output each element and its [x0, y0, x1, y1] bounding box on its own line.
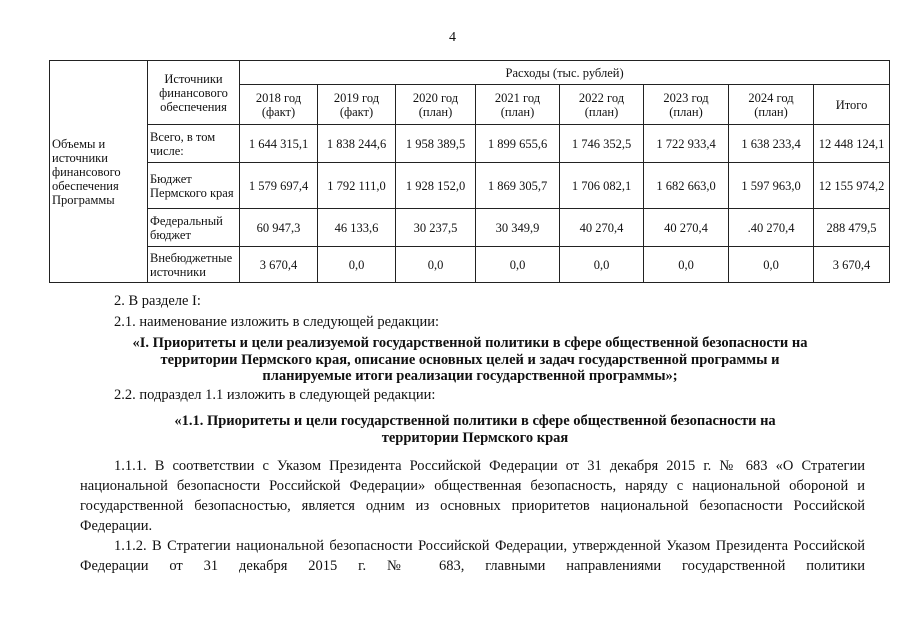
- source-header: Источники финансового обеспечения: [148, 61, 240, 125]
- table-cell: 12 155 974,2: [814, 163, 890, 209]
- section-i-heading: «I. Приоритеты и цели реализуемой государственной политики в сфере общественной безопасности на территории Пермского края, описание основных целей и задач государственной программы и планируемые итоги реализации государственной программы»;: [132, 335, 808, 384]
- table-cell: 0,0: [560, 247, 644, 283]
- table-cell: 60 947,3: [240, 209, 318, 247]
- table-cell: 1 792 111,0: [318, 163, 396, 209]
- table-cell: 0,0: [729, 247, 814, 283]
- table-cell: 30 237,5: [396, 209, 476, 247]
- year-header: 2021 год (план): [476, 85, 560, 125]
- section-intro: 2. В разделе I:: [114, 293, 201, 309]
- table-cell: 1 682 663,0: [644, 163, 729, 209]
- source-label: Бюджет Пермского края: [148, 163, 240, 209]
- instruction-2-2: 2.2. подраздел 1.1 изложить в следующей редакции:: [114, 387, 436, 403]
- year-header: 2019 год (факт): [318, 85, 396, 125]
- table-cell: 0,0: [318, 247, 396, 283]
- year-header: 2020 год (план): [396, 85, 476, 125]
- table-cell: 1 746 352,5: [560, 125, 644, 163]
- table-cell: 3 670,4: [814, 247, 890, 283]
- table-cell: 1 579 697,4: [240, 163, 318, 209]
- expenses-header: Расходы (тыс. рублей): [240, 61, 890, 85]
- program-funding-label: Объемы и источники финансового обеспечения Программы: [50, 61, 148, 283]
- table-row: [50, 209, 890, 247]
- table-cell: 288 479,5: [814, 209, 890, 247]
- table-cell: 1 722 933,4: [644, 125, 729, 163]
- paragraph-1-1-2: 1.1.2. В Стратегии национальной безопасности Российской Федерации, утвержденной Указом Президента Российской Федерации от 31 декабря 2015 г. № 683, главными направлениями государственной политики: [80, 538, 865, 574]
- source-label: Федеральный бюджет: [148, 209, 240, 247]
- table-row: [50, 247, 890, 283]
- table-cell: 1 706 082,1: [560, 163, 644, 209]
- year-header: 2023 год (план): [644, 85, 729, 125]
- table-cell: .40 270,4: [729, 209, 814, 247]
- table-cell: 1 958 389,5: [396, 125, 476, 163]
- year-header: 2024 год (план): [729, 85, 814, 125]
- instruction-2-1: 2.1. наименование изложить в следующей редакции:: [114, 314, 440, 330]
- table-row: [50, 125, 890, 163]
- table-cell: 0,0: [644, 247, 729, 283]
- table-cell: 40 270,4: [644, 209, 729, 247]
- table-row: [50, 163, 890, 209]
- table-cell: 0,0: [396, 247, 476, 283]
- table-cell: 1 838 244,6: [318, 125, 396, 163]
- table-cell: 0,0: [476, 247, 560, 283]
- financing-table: [49, 60, 890, 283]
- page-number: 4: [449, 30, 456, 45]
- table-cell: 30 349,9: [476, 209, 560, 247]
- table-cell: 12 448 124,1: [814, 125, 890, 163]
- table-cell: 1 869 305,7: [476, 163, 560, 209]
- table-cell: 3 670,4: [240, 247, 318, 283]
- subsection-1-1-heading: «1.1. Приоритеты и цели государственной политики в сфере общественной безопасности на территории Пермского края: [174, 413, 776, 446]
- table-cell: 1 644 315,1: [240, 125, 318, 163]
- table-cell: 40 270,4: [560, 209, 644, 247]
- source-label: Всего, в том числе:: [148, 125, 240, 163]
- table-cell: 1 597 963,0: [729, 163, 814, 209]
- table-cell: 1 928 152,0: [396, 163, 476, 209]
- table-cell: 46 133,6: [318, 209, 396, 247]
- total-header: Итого: [814, 85, 890, 125]
- source-label: Внебюджетные источники: [148, 247, 240, 283]
- table-cell: 1 899 655,6: [476, 125, 560, 163]
- table-cell: 1 638 233,4: [729, 125, 814, 163]
- year-header: 2022 год (план): [560, 85, 644, 125]
- year-header: 2018 год (факт): [240, 85, 318, 125]
- paragraph-1-1-1: 1.1.1. В соответствии с Указом Президента Российской Федерации от 31 декабря 2015 г. № 683 «О Стратегии национальной безопасности Российской Федерации» общественная безопасность, наряду с национальной обороной и государственной безопасностью, является одним из основных приоритетов национальной безопасности Российской Федерации.: [80, 458, 865, 534]
